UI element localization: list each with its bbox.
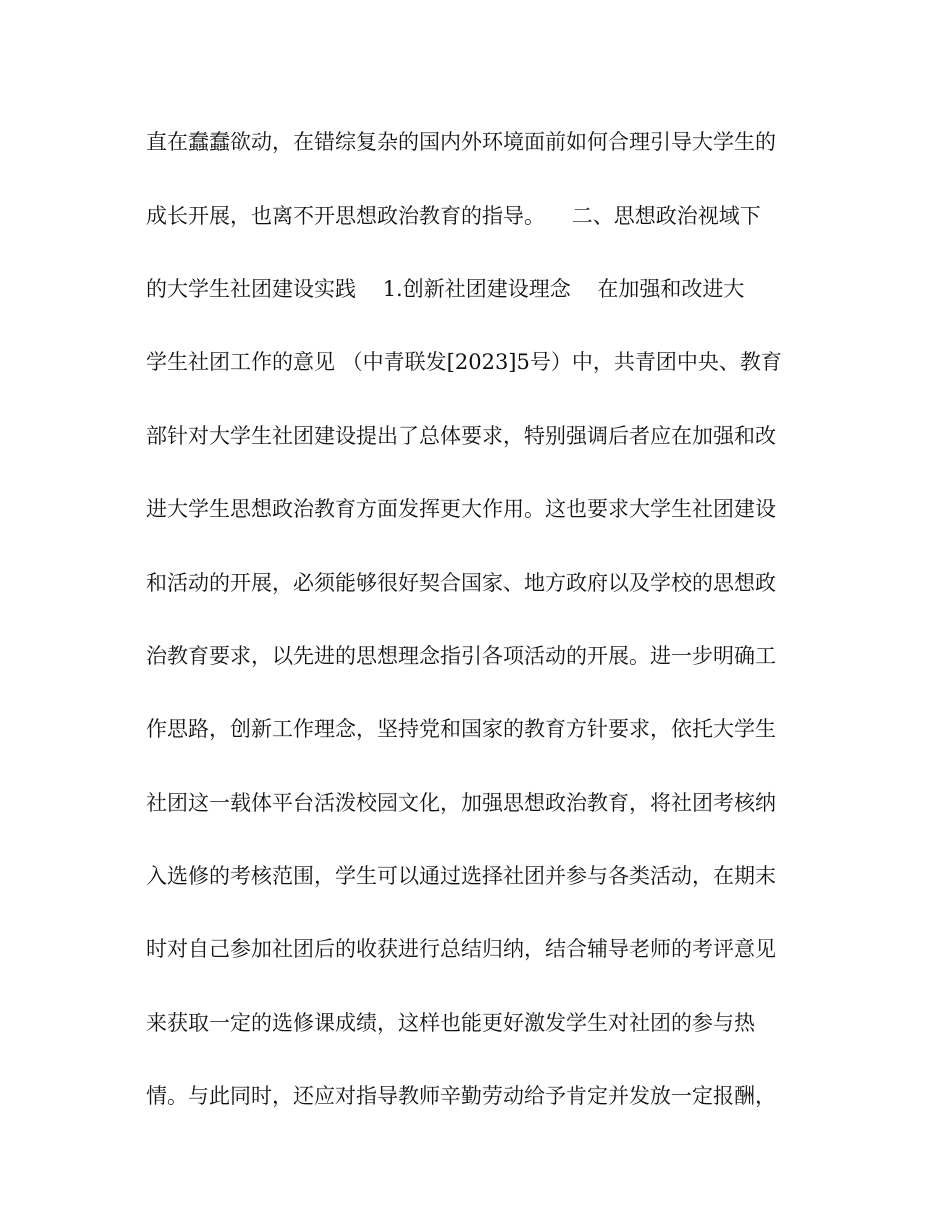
text-line: 时对自己参加社团后的收获进行总结归纳，结合辅导老师的考评意见 — [146, 937, 776, 961]
text-line: 社团这一载体平台活泼校园文化，加强思想政治教育，将社团考核纳 — [146, 791, 776, 815]
text-line: 直在蠢蠢欲动，在错综复杂的国内外环境面前如何合理引导大学生的 — [146, 130, 776, 154]
text-line: 情。与此同时，还应对指导教师辛勤劳动给予肯定并发放一定报酬， — [146, 1084, 776, 1108]
text-line: 来获取一定的选修课成绩，这样也能更好激发学生对社团的参与热 — [146, 1011, 755, 1035]
text-line: 学生社团工作的意见 （中青联发[2023]5号）中，共青团中央、教育 — [146, 350, 782, 374]
text-line: 作思路，创新工作理念，坚持党和国家的教育方针要求，依托大学生 — [146, 717, 776, 741]
text-line: 入选修的考核范围，学生可以通过选择社团并参与各类活动，在期末 — [146, 864, 776, 888]
text-line: 的大学生社团建设实践 1.创新社团建设理念 在加强和改进大 — [146, 277, 745, 301]
text-line: 和活动的开展，必须能够很好契合国家、地方政府以及学校的思想政 — [146, 571, 776, 595]
text-line: 治教育要求，以先进的思想理念指引各项活动的开展。进一步明确工 — [146, 644, 776, 668]
text-line: 成长开展，也离不开思想政治教育的指导。 二、思想政治视域下 — [146, 204, 761, 228]
text-line: 进大学生思想政治教育方面发挥更大作用。这也要求大学生社团建设 — [146, 497, 776, 521]
text-line: 部针对大学生社团建设提出了总体要求，特别强调后者应在加强和改 — [146, 424, 776, 448]
